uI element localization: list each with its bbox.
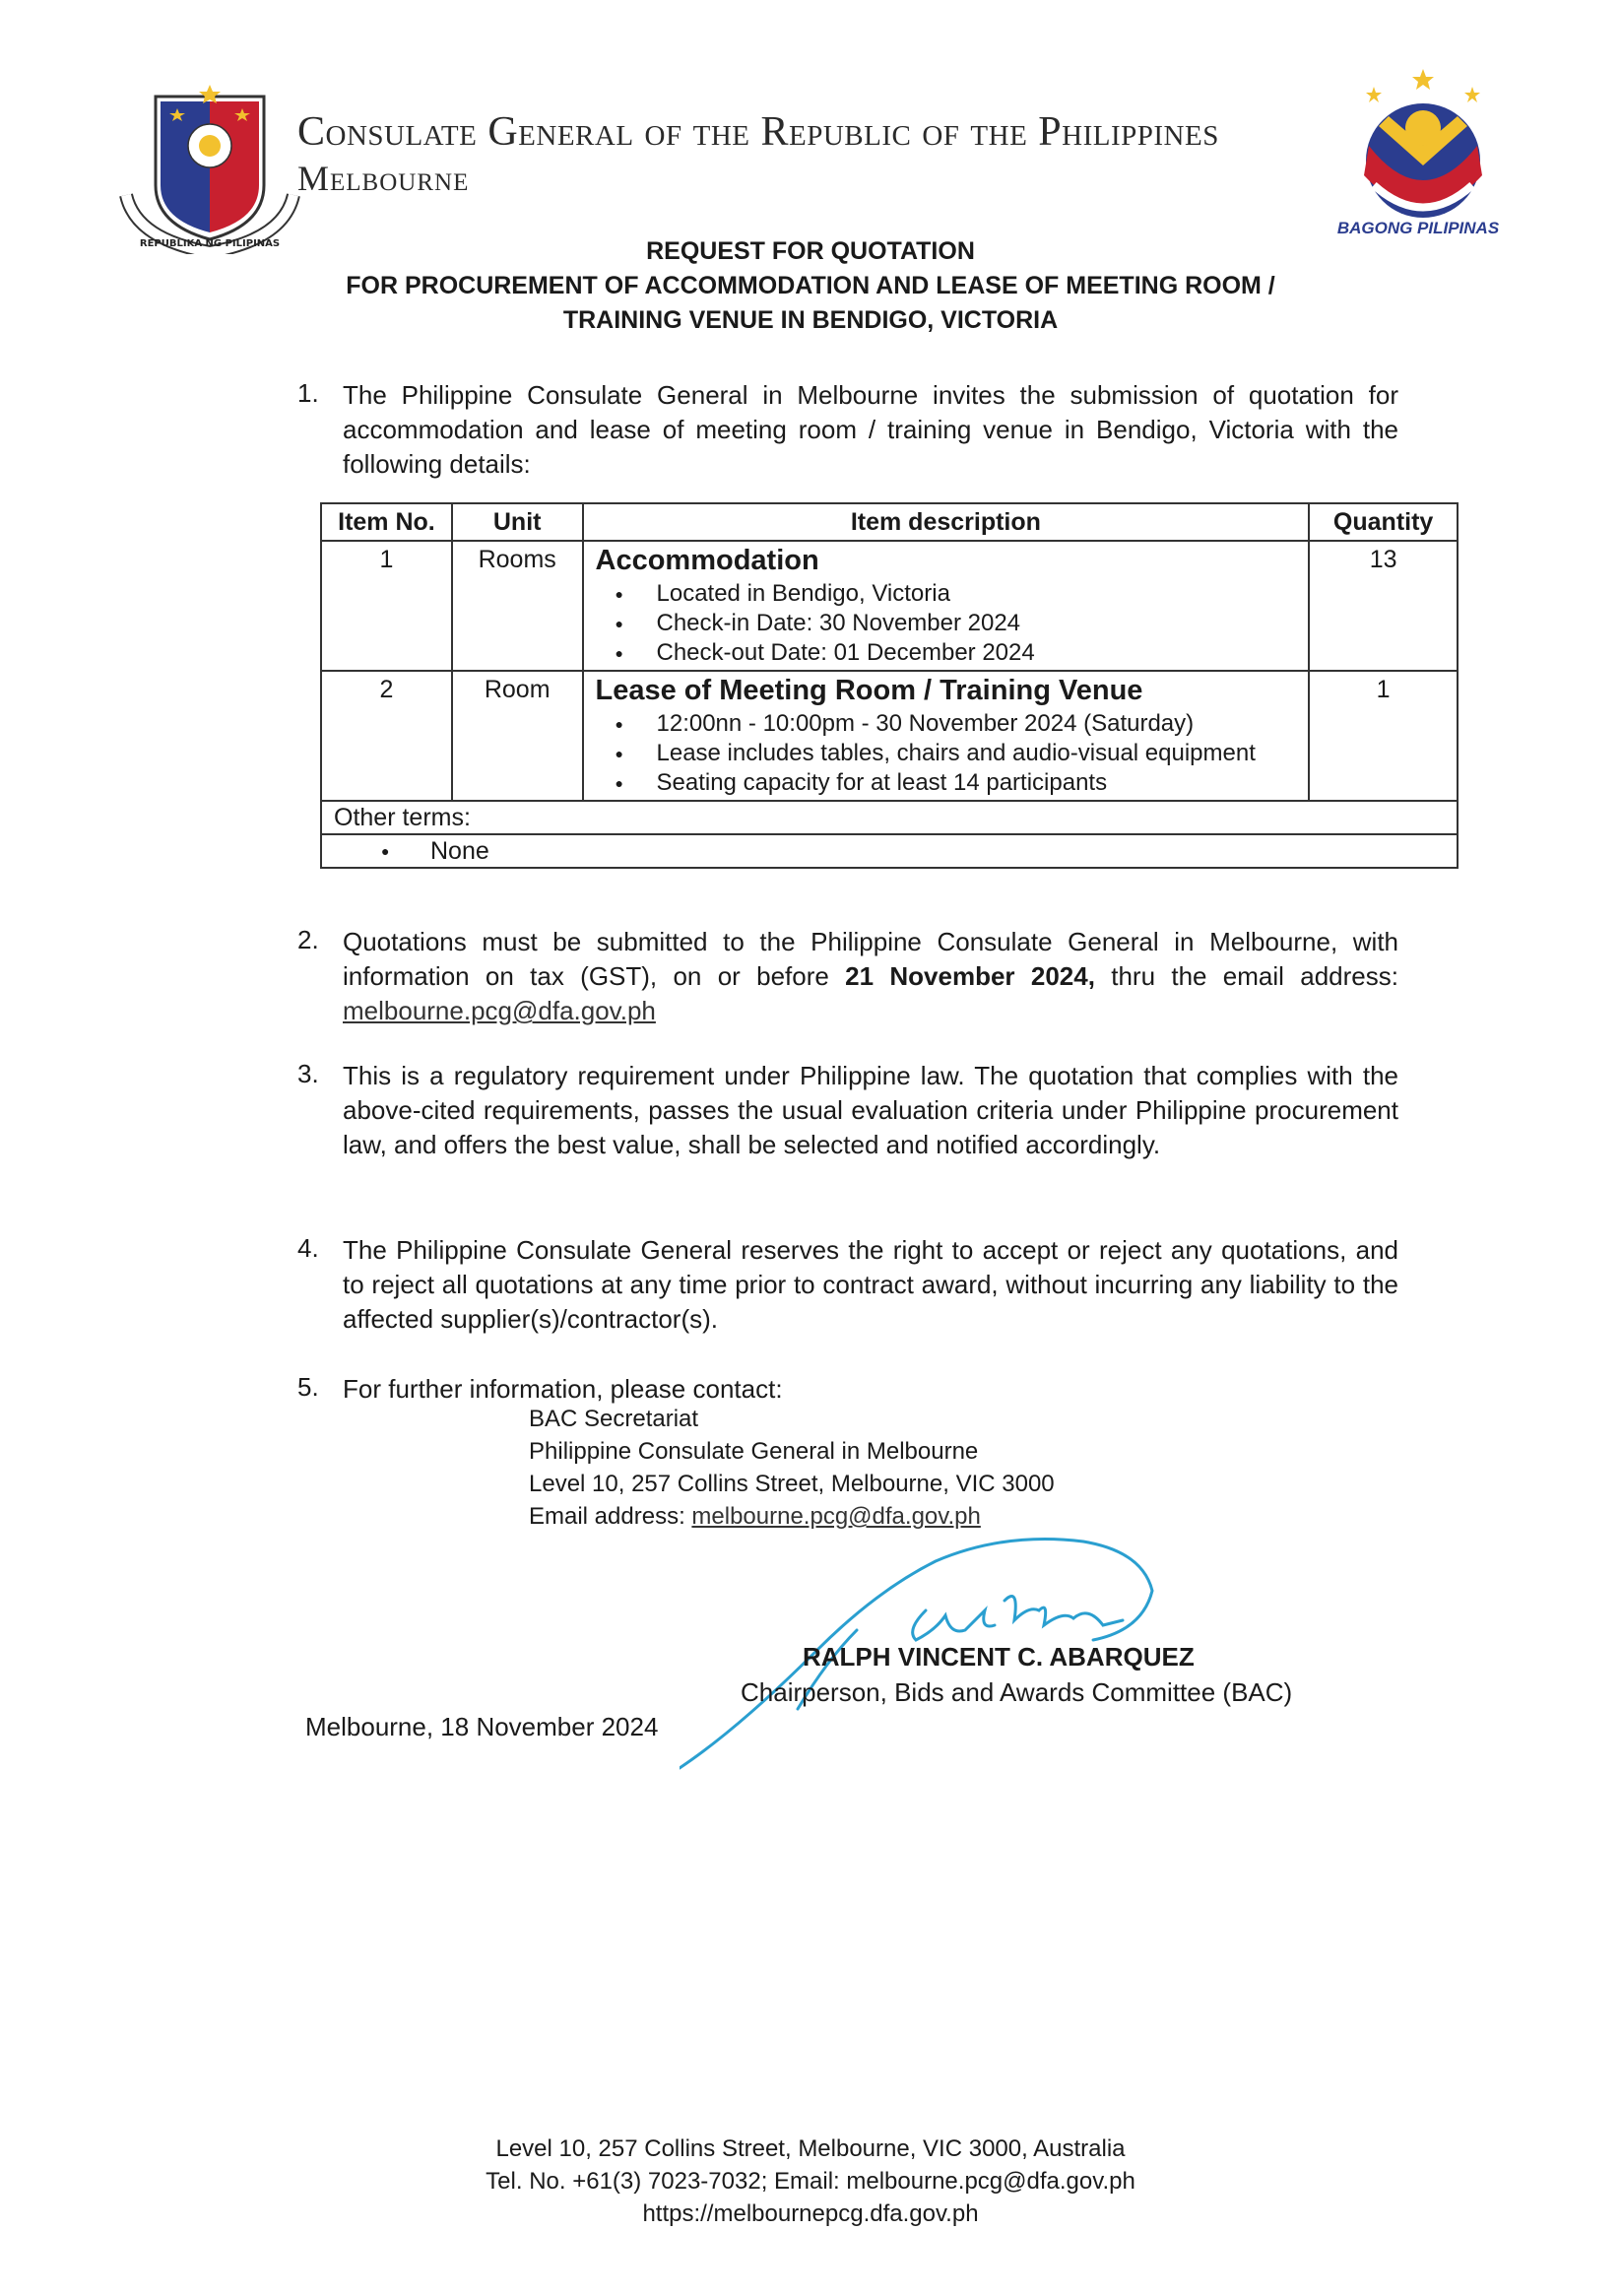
para1-text: The Philippine Consulate General in Melbourne invites the submission of quotation for accommodation and lease of meeting room / training venue in Bendigo, Victoria with the following details: <box>343 380 1398 479</box>
items-table <box>320 502 1459 869</box>
para3-text: This is a regulatory requirement under Philippine law. The quotation that complies with the above-cited requirements, passes the usual evaluation criteria under Philippine procurement law, and offers the best value, shall be selected and notified accordingly. <box>343 1061 1398 1159</box>
row1-title: Accommodation <box>595 545 819 576</box>
org-title: Consulate General of the Republic of the Philippines <box>297 109 1219 155</box>
para3-number: 3. <box>297 1059 319 1088</box>
contact-block <box>529 1403 1055 1533</box>
row1-quantity: 13 <box>1309 541 1458 671</box>
footer-contact: Tel. No. +61(3) 7023-7032; Email: melbourne.pcg@dfa.gov.ph <box>486 2168 1135 2195</box>
row1-unit: Rooms <box>452 541 583 671</box>
para2-number: 2. <box>297 925 319 954</box>
list-item: ● Seating capacity for at least 14 participants <box>596 768 1309 798</box>
bagong-pilipinas-logo-icon <box>1339 67 1507 234</box>
other-terms-row <box>321 801 1458 834</box>
header-unit: Unit <box>452 503 583 541</box>
row2-bullets <box>596 709 1309 800</box>
date-line: Melbourne, 18 November 2024 <box>305 1712 659 1741</box>
row2-description <box>583 671 1310 801</box>
row1-bullets <box>596 579 1309 670</box>
seal-text: REPUBLIKA NG PILIPINAS <box>139 238 281 249</box>
para2-text: Quotations must be submitted to the Philippine Consulate General in Melbourne, with information on tax (GST), on or before 21 November 2024, thru the email address: melbourne.pcg@dfa.gov.ph <box>343 927 1398 1025</box>
row2-item-no: 2 <box>321 671 452 801</box>
header-description: Item description <box>583 503 1310 541</box>
row2-title: Lease of Meeting Room / Training Venue <box>595 675 1143 706</box>
para1-number: 1. <box>297 378 319 408</box>
table-header-row <box>321 503 1458 541</box>
contact-line2: Philippine Consulate General in Melbourne <box>529 1438 979 1465</box>
row1-item-no: 1 <box>321 541 452 671</box>
para5-text: For further information, please contact: <box>343 1374 783 1404</box>
rfq-title-line1: REQUEST FOR QUOTATION <box>646 237 975 265</box>
para4-text: The Philippine Consulate General reserves the right to accept or reject any quotations, and to reject all quotations at any time prior to contract award, without incurring any liability to the affected supplier(s)/contractor(s). <box>343 1235 1398 1334</box>
submission-email-link[interactable]: melbourne.pcg@dfa.gov.ph <box>343 996 656 1025</box>
org-city: Melbourne <box>297 159 470 198</box>
header-item-no: Item No. <box>321 503 452 541</box>
philippine-seal-icon <box>116 77 303 254</box>
header-quantity: Quantity <box>1309 503 1458 541</box>
contact-line3: Level 10, 257 Collins Street, Melbourne, VIC 3000 <box>529 1471 1055 1497</box>
rfq-title-line2: FOR PROCUREMENT OF ACCOMMODATION AND LEASE OF MEETING ROOM / <box>346 272 1275 299</box>
footer-website: https://melbournepcg.dfa.gov.ph <box>642 2200 979 2227</box>
list-item: ● Check-in Date: 30 November 2024 <box>596 609 1309 638</box>
bagong-pilipinas-text: BAGONG PILIPINAS <box>1336 219 1500 237</box>
row1-description <box>583 541 1310 671</box>
para5-number: 5. <box>297 1372 319 1402</box>
para4-number: 4. <box>297 1233 319 1263</box>
other-terms-value: ● None <box>321 834 1458 868</box>
signer-name: RALPH VINCENT C. ABARQUEZ <box>803 1642 1195 1672</box>
contact-email-link[interactable]: melbourne.pcg@dfa.gov.ph <box>691 1503 981 1530</box>
other-terms-label: Other terms: <box>321 801 1458 834</box>
contact-line1: BAC Secretariat <box>529 1406 699 1432</box>
other-terms-value-row <box>321 834 1458 868</box>
list-item: ● Lease includes tables, chairs and audio-visual equipment <box>596 739 1309 768</box>
table-row <box>321 671 1458 801</box>
rfq-title-line3: TRAINING VENUE IN BENDIGO, VICTORIA <box>562 306 1059 334</box>
contact-email-line: Email address: melbourne.pcg@dfa.gov.ph <box>529 1503 981 1530</box>
list-item: ● 12:00nn - 10:00pm - 30 November 2024 (Saturday) <box>596 709 1309 739</box>
list-item: ● Located in Bendigo, Victoria <box>596 579 1309 609</box>
footer-address: Level 10, 257 Collins Street, Melbourne, VIC 3000, Australia <box>495 2135 1126 2162</box>
signer-title: Chairperson, Bids and Awards Committee (BAC) <box>741 1677 1293 1707</box>
list-item: ● Check-out Date: 01 December 2024 <box>596 638 1309 668</box>
row2-unit: Room <box>452 671 583 801</box>
table-row <box>321 541 1458 671</box>
row2-quantity: 1 <box>1309 671 1458 801</box>
